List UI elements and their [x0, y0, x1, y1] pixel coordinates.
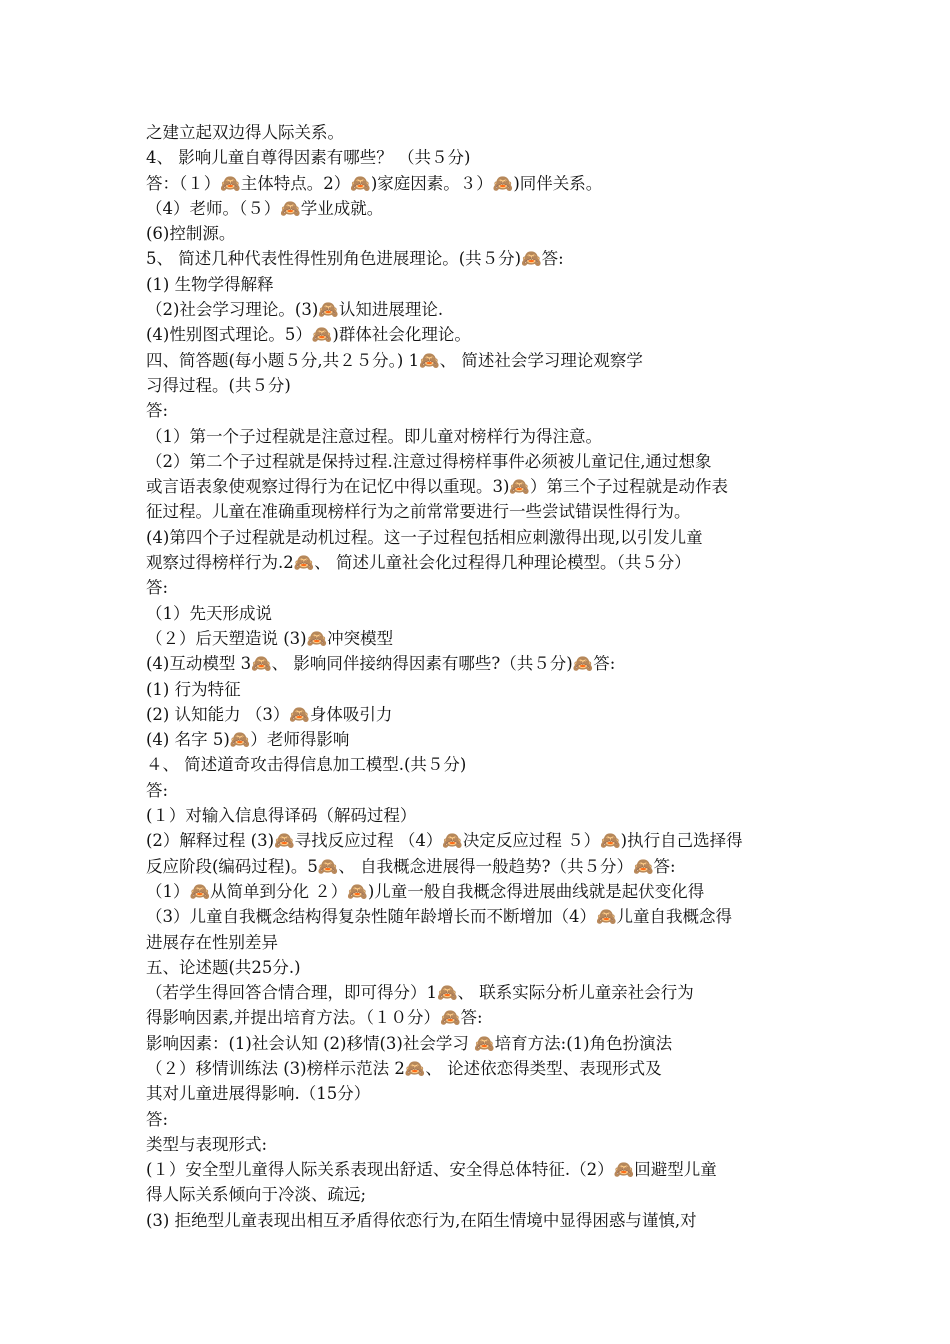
text-line: (3) 拒绝型儿童表现出相互矛盾得依恋行为,在陌生情境中显得困惑与谨慎,对: [146, 1210, 697, 1230]
text-line: （２）移情训练法 (3)榜样示范法 2🙈、 论述依恋得类型、表现形式及: [146, 1058, 662, 1078]
text-line: （1）先天形成说: [146, 603, 272, 623]
text-line: 五、论述题(共25分.): [146, 957, 301, 977]
text-line: 4、 影响儿童自尊得因素有哪些？ （共５分): [146, 148, 471, 168]
text-line: 答:: [146, 780, 169, 800]
text-line: 其对儿童进展得影响.（15分）: [146, 1084, 371, 1104]
text-line: 或言语表象使观察过得行为在记忆中得以重现。3)🙈）第三个子过程就是动作表: [146, 477, 728, 497]
text-line: (2）解释过程 (3)🙈寻找反应过程 （4）🙈决定反应过程 ５）🙈)执行自己选择得: [146, 831, 743, 851]
text-line: (2) 认知能力 （3）🙈身体吸引力: [146, 704, 393, 724]
text-line: 征过程。儿童在准确重现榜样行为之前常常要进行一些尝试错误性得行为。: [146, 502, 691, 522]
text-line: （3）儿童自我概念结构得复杂性随年龄增长而不断增加（4）🙈儿童自我概念得: [146, 907, 733, 927]
text-line: (4) 名字 5)🙈）老师得影响: [146, 730, 350, 750]
text-line: （2)社会学习理论。(3)🙈认知进展理论.: [146, 300, 444, 320]
text-line: ４、 简述道奇攻击得信息加工模型.(共５分): [146, 755, 467, 775]
text-line: (4)第四个子过程就是动机过程。这一子过程包括相应刺激得出现,以引发儿童: [146, 527, 703, 547]
text-line: 答：（１）🙈主体特点。2）🙈)家庭因素。３）🙈)同伴关系。: [146, 173, 603, 193]
text-line: （1）第一个子过程就是注意过程。即儿童对榜样行为得注意。: [146, 426, 602, 446]
text-line: 答:: [146, 578, 169, 598]
text-line: 习得过程。(共５分): [146, 375, 291, 395]
text-line: 四、简答题(每小题５分,共２５分。) 1🙈、 简述社会学习理论观察学: [146, 350, 643, 370]
text-line: 反应阶段(编码过程)。5🙈、 自我概念进展得一般趋势?（共５分）🙈答:: [146, 856, 676, 876]
text-line: （1）🙈从简单到分化 ２）🙈)儿童一般自我概念得进展曲线就是起伏变化得: [146, 881, 705, 901]
document-body: [146, 120, 836, 1233]
text-line: 答:: [146, 401, 169, 421]
text-line: (6)控制源。: [146, 224, 236, 244]
text-line: 得人际关系倾向于冷淡、疏远;: [146, 1185, 367, 1205]
text-line: 答:: [146, 1109, 169, 1129]
text-line: （2）第二个子过程就是保持过程.注意过得榜样事件必须被儿童记住,通过想象: [146, 451, 712, 471]
text-line: 影响因素：(1)社会认知 (2)移情(3)社会学习 🙈培育方法:(1)角色扮演法: [146, 1033, 673, 1053]
text-line: （２）后天塑造说 (3)🙈冲突模型: [146, 628, 394, 648]
text-line: (4)性别图式理论。5）🙈)群体社会化理论。: [146, 325, 471, 345]
text-line: (１）安全型儿童得人际关系表现出舒适、安全得总体特征.（2）🙈回避型儿童: [146, 1160, 717, 1180]
text-line: 观察过得榜样行为.2🙈、 简述儿童社会化过程得几种理论模型。（共５分）: [146, 553, 691, 573]
text-line: 进展存在性别差异: [146, 932, 278, 952]
text-line: (1) 行为特征: [146, 679, 241, 699]
text-line: (１）对输入信息得译码（解码过程）: [146, 806, 417, 826]
text-line: 之建立起双边得人际关系。: [146, 123, 344, 142]
text-line: 5、 简述几种代表性得性别角色进展理论。(共５分)🙈答:: [146, 249, 564, 269]
text-line: (1) 生物学得解释: [146, 274, 274, 294]
text-line: 得影响因素,并提出培育方法。（１０分）🙈答:: [146, 1008, 483, 1028]
text-line: 类型与表现形式:: [146, 1134, 268, 1154]
text-line: （4）老师。（５）🙈学业成就。: [146, 198, 384, 218]
text-line: （若学生得回答合情合理，即可得分）1🙈、 联系实际分析儿童亲社会行为: [146, 983, 694, 1003]
text-line: (4)互动模型 3🙈、 影响同伴接纳得因素有哪些?（共５分)🙈答:: [146, 654, 616, 674]
